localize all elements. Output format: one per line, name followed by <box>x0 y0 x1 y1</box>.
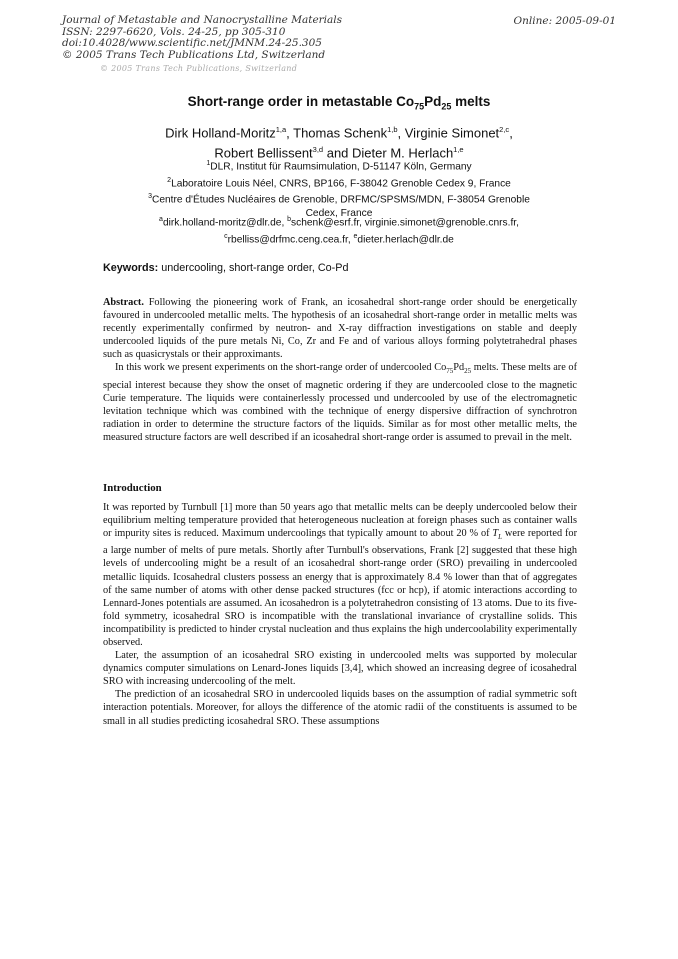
affiliation <box>0 190 678 207</box>
title-sub-pd: 25 <box>441 101 452 112</box>
abstract-paragraph <box>103 361 577 444</box>
author-affil: 2,c <box>499 125 510 134</box>
abstract-text: Following the pioneering work of Frank, an icosahedral short-range order should be energetically favoured in undercooled metallic melts. The hypothesis of an icosahedral short-range order in metallic melts was recently experimentally confirmed by neutron- and X-ray diffraction investigations on stable and deeply undercooled liquids of the pure metals Ni, Co, Zr and Fe and of various alloys forming polytetrahedral phases such as quasicrystals or their approximants. <box>103 297 577 361</box>
title-sub-co: 75 <box>414 101 425 112</box>
email-marker: a <box>159 216 163 223</box>
author-affil: 1,b <box>387 125 398 134</box>
affiliation-list <box>0 157 678 220</box>
abstract-text: Pd <box>453 362 465 374</box>
keywords-label: Keywords: <box>103 262 159 274</box>
email-marker: e <box>353 232 358 240</box>
email-link[interactable]: dirk.holland-moritz@dlr.de, <box>162 217 288 229</box>
journal-copyright: © 2005 Trans Tech Publications Ltd, Switzerland <box>62 48 326 61</box>
formula-subscript: 25 <box>464 367 472 376</box>
email-list <box>0 213 678 246</box>
affiliation-number: 2 <box>167 176 172 184</box>
title-suffix: melts <box>451 94 491 109</box>
title-prefix: Short-range order in metastable Co <box>187 94 415 109</box>
journal-doi: doi:10.4028/www.scientific.net/JMNM.24-25.305 <box>62 37 322 49</box>
affiliation-number: 3 <box>148 193 152 201</box>
abstract-paragraph <box>103 296 577 361</box>
email-marker: c <box>224 232 228 240</box>
email-link[interactable]: dieter.herlach@dlr.de <box>357 233 454 245</box>
author-separator: , <box>397 125 405 141</box>
author-affil: 3,d <box>312 145 324 155</box>
keywords-line <box>103 262 348 274</box>
author-separator: and <box>323 145 353 161</box>
author-name: Dieter M. Herlach <box>352 145 454 161</box>
abstract-section <box>103 296 577 444</box>
abstract-text: In this work we present experiments on the short-range order of undercooled Co <box>115 362 447 374</box>
affiliation-text: Centre d'Études Nucléaires de Grenoble, DRFMC/SPSMS/MDN, F-38054 Grenoble <box>151 194 530 206</box>
online-date: Online: 2005-09-01 <box>513 15 616 27</box>
email-marker: b <box>287 216 292 223</box>
author-name: Thomas Schenk <box>293 125 388 141</box>
affiliation <box>0 157 678 174</box>
author-list <box>0 121 678 162</box>
faded-copyright-line: © 2005 Trans Tech Publications, Switzerland <box>100 64 298 73</box>
affiliation-text: DLR, Institut für Raumsimulation, D-51147 Köln, Germany <box>210 161 472 173</box>
email-link[interactable]: schenk@esrf.fr, virginie.simonet@grenoble.cnrs.fr, <box>291 217 519 229</box>
affiliation-text: Laboratoire Louis Néel, CNRS, BP166, F-38042 Grenoble Cedex 9, France <box>171 177 511 189</box>
keywords-text: undercooling, short-range order, Co-Pd <box>158 262 349 274</box>
email-link[interactable]: rbelliss@drfmc.ceng.cea.fr, <box>227 233 354 245</box>
author-affil: 1,a <box>275 125 287 134</box>
affiliation-text: Cedex, France <box>305 207 373 219</box>
introduction-paragraph: Later, the assumption of an icosahedral SRO existing in undercooled melts was supported by molecular dynamics computer simulations on Lenard-Jones liquids [3,4], which showed an increasing degree of icosahedral SRO with increasing undercooling of the melt. <box>103 650 577 688</box>
author-affil: 1,e <box>453 145 464 155</box>
affiliation-number: 1 <box>206 160 211 167</box>
symbol-subscript: L <box>498 533 503 542</box>
introduction-text: It was reported by Turnbull [1] more than 50 years ago that metallic melts can be deeply undercooled below their equilibrium melting temperature provided that heterogeneous nucleation at foreign phases such as container walls or impurity sites is reduced. Maximum undercoolings that typically amount to about 20 % of <box>103 502 577 540</box>
journal-name: Journal of Metastable and Nanocrystalline Materials <box>62 14 343 26</box>
introduction-text: were reported for a large number of melts of pure metals. Shortly after Turnbull's observations, Frank [2] suggested that these high levels of undercooling might be a result of an icosahedral short-range order (SRO) prevailing in undercooled metallic liquids. Icosahedral clusters possess an energy that is approximately 8.4 % lower than that of aggregates of the same number of atoms with other dense packed structures (fcc or hcp), if atomic interactions according to Lennard-Jones potentials are assumed. An icosahedron is a polytetrahedron consisting of 13 atoms. Due to its five-fold symmetry, icosahedral SRO is incompatible with the translational invariance of crystalline solids. This incompatibility is predicted to hinder crystal nucleation and thus explains the high undercoolability experimentally observed. <box>103 528 578 648</box>
abstract-label: Abstract. <box>103 297 144 308</box>
journal-info <box>62 15 482 61</box>
title-mid: Pd <box>424 94 442 109</box>
paper-title <box>0 94 678 112</box>
introduction-section <box>103 501 577 728</box>
introduction-paragraph: The prediction of an icosahedral SRO in undercooled liquids bases on the assumption of radial symmetric soft interaction potentials. Moreover, for alloys the difference of the atomic radii of the constituents is assumed to be small in all studies predicting icosahedral SRO. These assumptions <box>103 689 577 727</box>
abstract-text: melts. These melts are of special interest because they show the onset of magnetic ordering if they are undercooled close to the magnetic Curie temperature. The liquids were containerlessly processed und undercooled by use of the electromagnetic levitation technique which was combined with the technique of energy dispersive diffraction of synchrotron radiation in order to determine the structure factors of the liquids. Similar as for most other metallic melts, the measured structure factors are well described if an icosahedral short-range order is assumed to prevail in the melt. <box>103 362 577 443</box>
symbol-t: T <box>492 528 499 540</box>
author-separator: , <box>509 125 513 141</box>
affiliation <box>0 174 678 191</box>
author-separator: , <box>286 125 294 141</box>
formula-subscript: 75 <box>446 367 454 376</box>
author-name: Virginie Simonet <box>404 125 500 141</box>
author-name: Dirk Holland-Moritz <box>165 125 276 141</box>
journal-issn: ISSN: 2297-6620, Vols. 24-25, pp 305-310 <box>62 25 286 38</box>
author-name: Robert Bellissent <box>214 145 313 161</box>
introduction-paragraph <box>103 501 577 649</box>
introduction-heading: Introduction <box>103 482 162 494</box>
